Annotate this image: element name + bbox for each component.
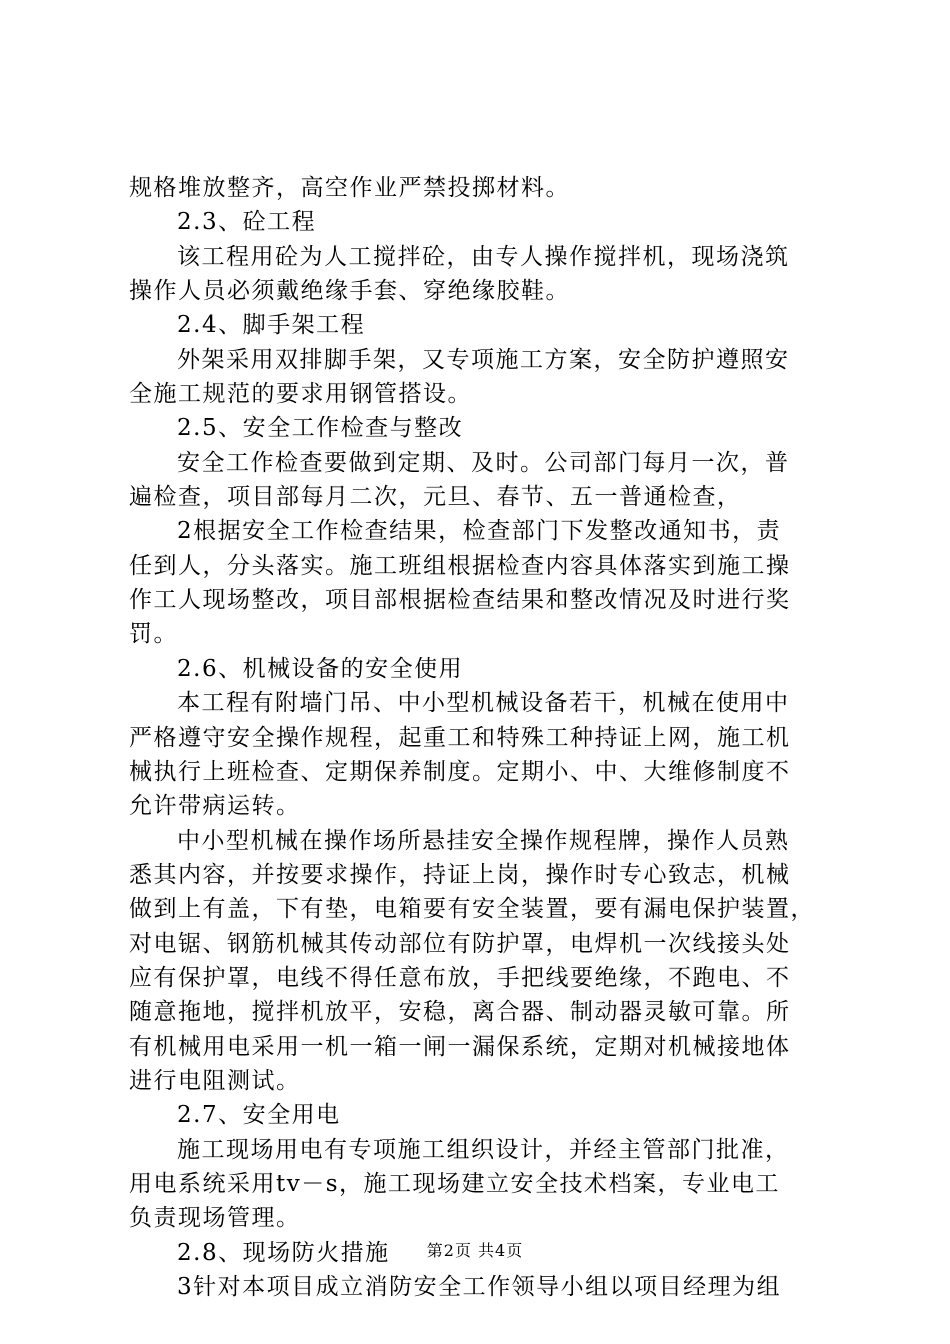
- text-line: 2.3、砼工程: [177, 209, 317, 236]
- text-line: 遍检查，项目部每月二次，元旦、春节、五一普通检查，: [129, 484, 742, 511]
- text-line: 进行电阻测试。: [129, 1067, 301, 1094]
- text-line: 2.5、安全工作检查与整改: [177, 415, 464, 442]
- text-line: 3针对本项目成立消防安全工作领导小组以项目经理为组: [177, 1274, 782, 1300]
- text-line: 做到上有盖，下有垫，电箱要有安全装置，要有漏电保护装置，: [129, 896, 815, 923]
- text-line: 作工人现场整改，项目部根据检查结果和整改情况及时进行奖: [129, 587, 791, 614]
- text-line: 外架采用双排脚手架，又专项施工方案，安全防护遵照安: [177, 346, 790, 373]
- text-line: 应有保护罩，电线不得任意布放，手把线要绝缘，不跑电、不: [129, 964, 791, 991]
- text-line: 2根据安全工作检查结果，检查部门下发整改通知书，责: [177, 518, 782, 545]
- text-line: 对电锯、钢筋机械其传动部位有防护罩，电焊机一次线接头处: [129, 930, 791, 957]
- text-line: 允许带病运转。: [129, 793, 301, 820]
- text-line: 施工现场用电有专项施工组织设计，并经主管部门批准，: [177, 1136, 790, 1163]
- text-line: 有机械用电采用一机一箱一闸一漏保系统，定期对机械接地体: [129, 1033, 791, 1060]
- text-line: 规格堆放整齐，高空作业严禁投掷材料。: [129, 175, 570, 201]
- text-line: 负责现场管理。: [129, 1205, 301, 1232]
- text-line: 2.6、机械设备的安全使用: [177, 655, 464, 682]
- text-line: 操作人员必须戴绝缘手套、穿绝缘胶鞋。: [129, 278, 570, 305]
- text-line: 全施工规范的要求用钢管搭设。: [129, 381, 472, 408]
- text-line: 该工程用砼为人工搅拌砼，由专人操作搅拌机，现场浇筑: [177, 243, 790, 270]
- text-line: 2.4、脚手架工程: [177, 312, 366, 339]
- text-line: 中小型机械在操作场所悬挂安全操作规程牌，操作人员熟: [177, 827, 790, 854]
- text-line: 本工程有附墙门吊、中小型机械设备若干，机械在使用中: [177, 690, 790, 717]
- text-line: 严格遵守安全操作规程，起重工和特殊工种持证上网，施工机: [129, 724, 791, 751]
- text-line: 2.7、安全用电: [177, 1102, 341, 1129]
- text-line: 任到人，分头落实。施工班组根据检查内容具体落实到施工操: [129, 552, 791, 579]
- text-line: 安全工作检查要做到定期、及时。公司部门每月一次，普: [177, 449, 790, 476]
- text-line: 2.8、现场防火措施: [177, 1239, 390, 1266]
- page-footer: 第2页 共4页: [426, 1241, 524, 1260]
- text-line: 悉其内容，并按要求操作，持证上岗，操作时专心致志，机械: [129, 861, 791, 888]
- text-line: 械执行上班检查、定期保养制度。定期小、中、大维修制度不: [129, 758, 791, 785]
- text-line: 随意拖地，搅拌机放平，安稳，离合器、制动器灵敏可靠。所: [129, 999, 791, 1026]
- text-line: 罚。: [129, 621, 178, 648]
- body-text: [129, 171, 829, 1304]
- text-line: 用电系统采用tv－s，施工现场建立安全技术档案，专业电工: [129, 1170, 781, 1197]
